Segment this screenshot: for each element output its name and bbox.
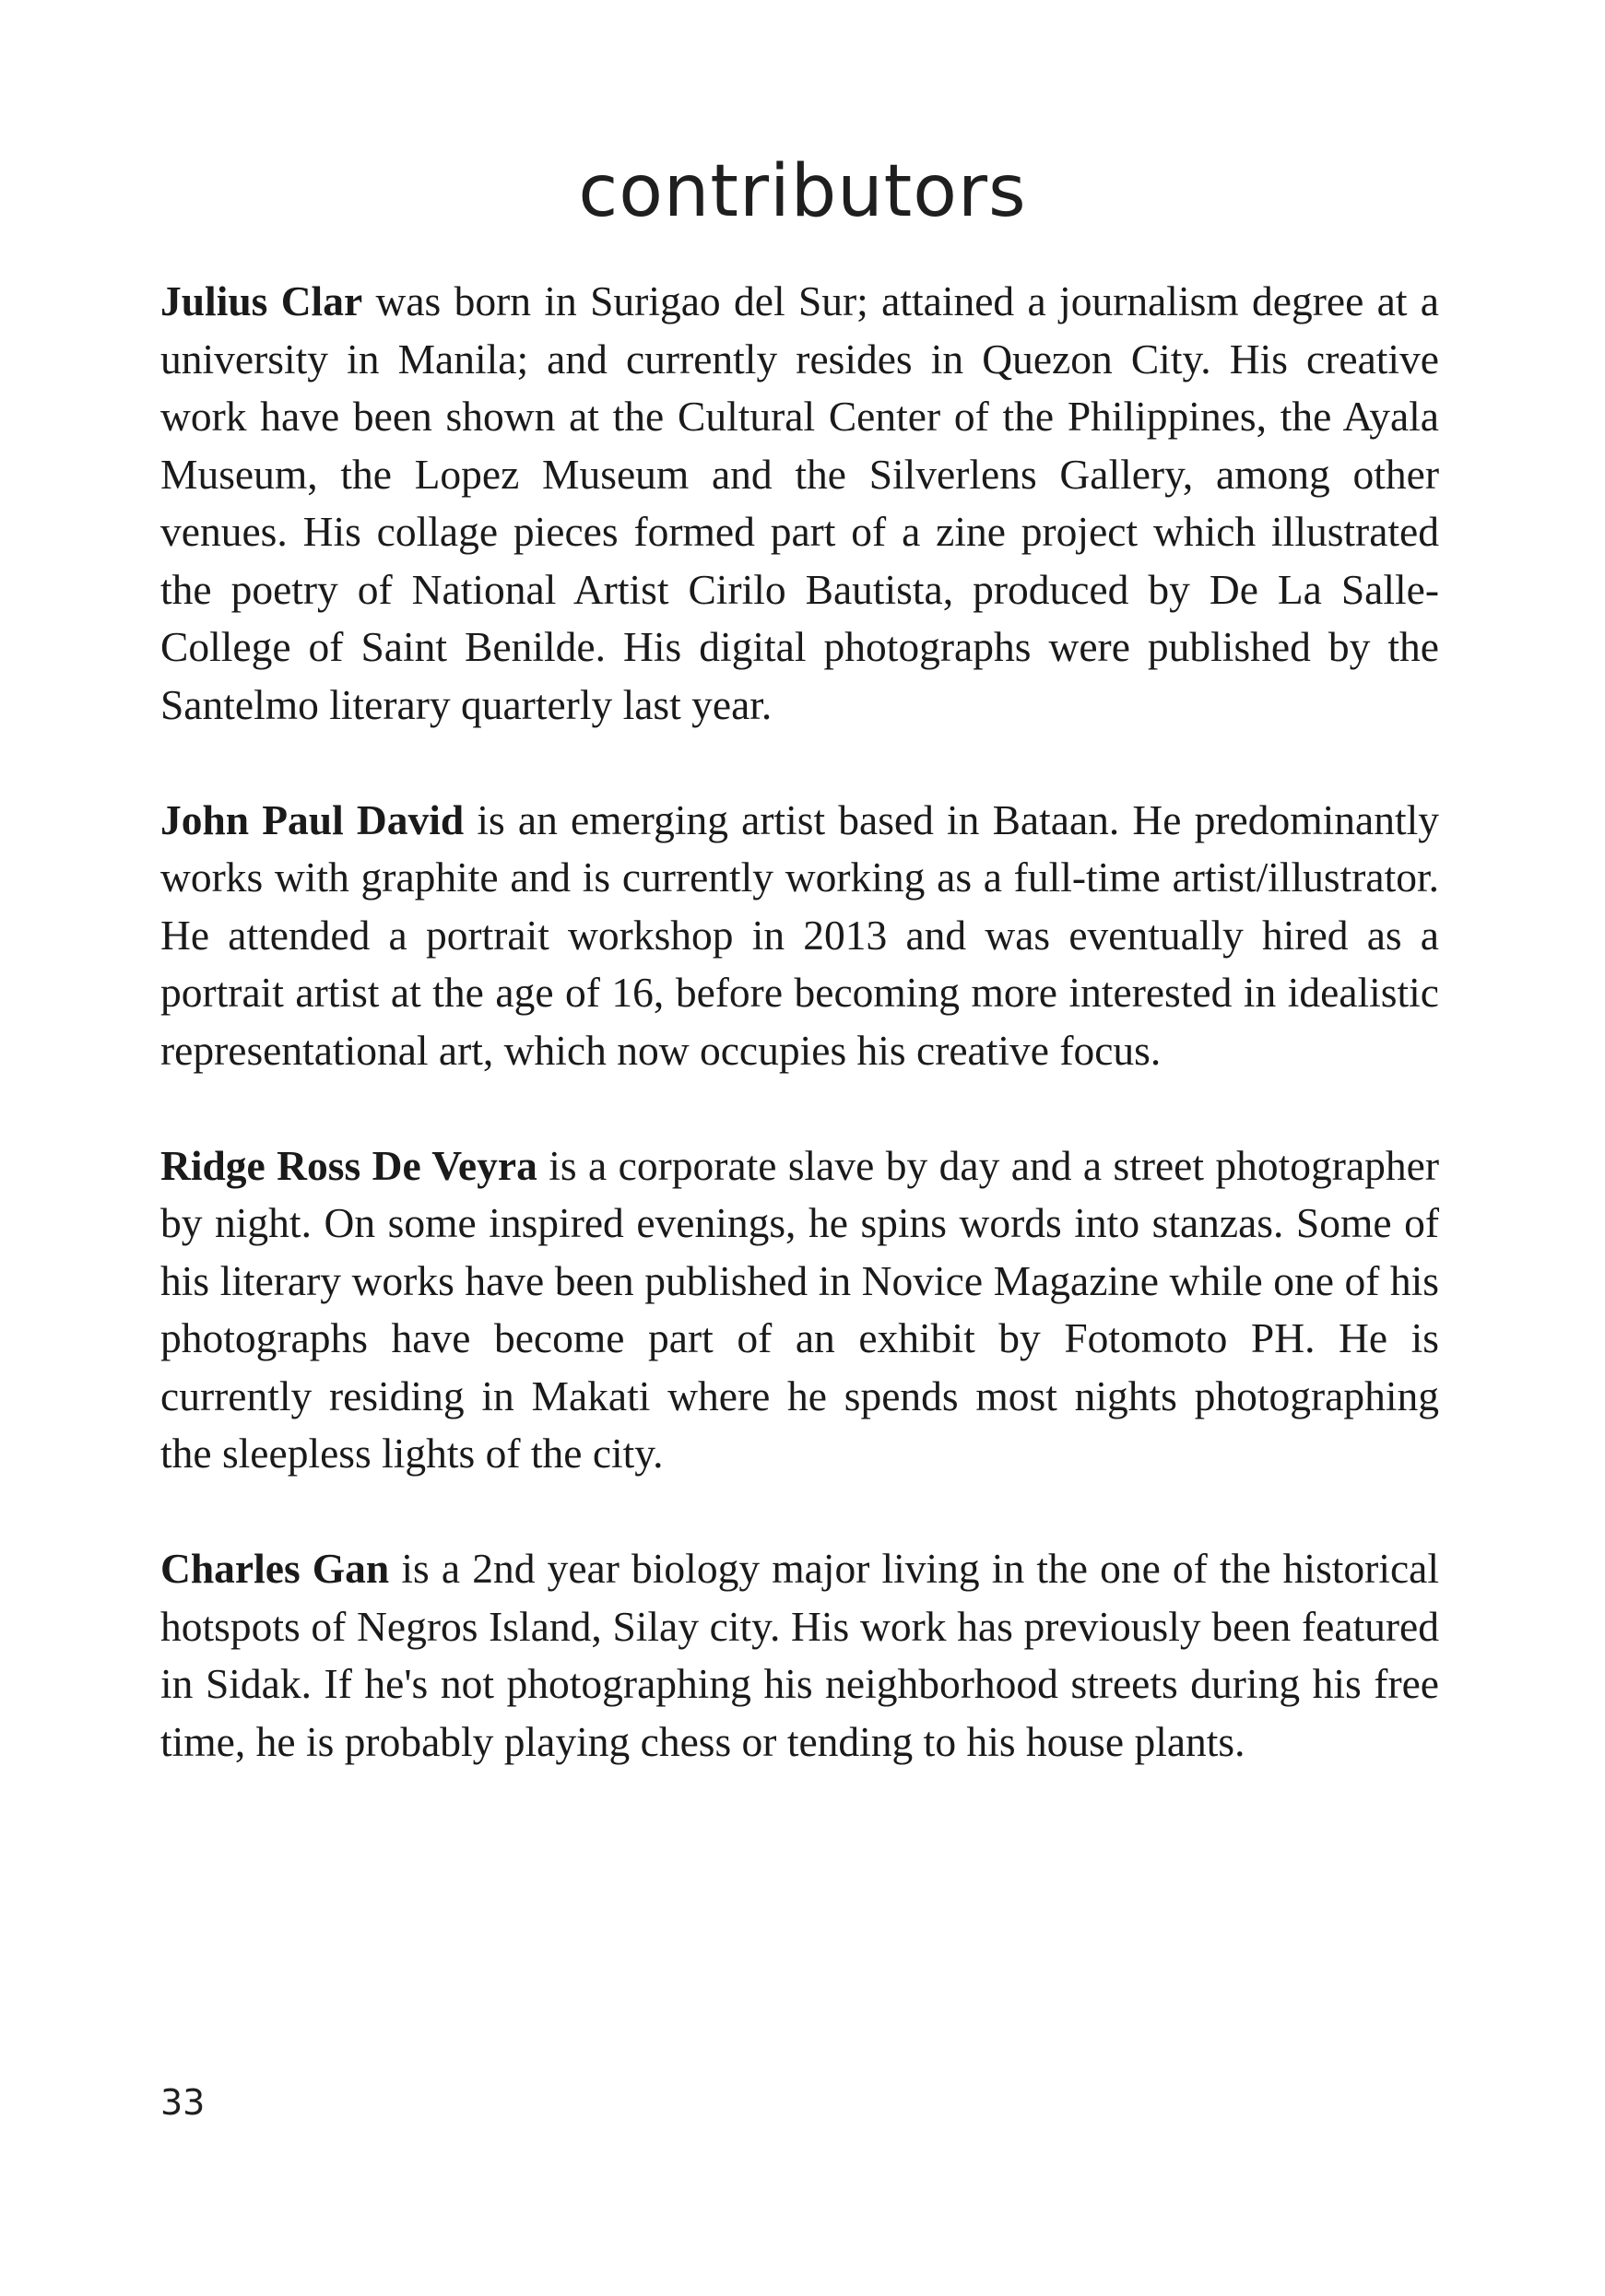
contributor-bio-text: is an emerging artist based in Bataan. He predominantly works with graphite and is currently working as a full-time artist/illustrator. He attended a portrait workshop in 2013 and was eventually hired as a portrait artist at the age of 16, before becoming more interested in idealistic representational art, which now occupies his creative focus. [160,795,1439,1074]
page-number: 33 [160,2082,206,2123]
contributor-bio-text: was born in Surigao del Sur; attained a journalism degree at a university in Manila; and currently resides in Quezon City. His creative work have been shown at the Cultural Center of the Philippines, the Ayala Museum, the Lopez Museum and the Silverlens Gallery, among other venues. His collage pieces formed part of a zine project which illustrated the poetry of National Artist Cirilo Bautista, produced by De La Salle-College of Saint Benilde. His digital photographs were published by the Santelmo literary quarterly last year. [160,277,1440,728]
contributor-name: John Paul David [160,795,465,843]
contributor-name: Ridge Ross De Veyra [160,1141,537,1189]
contributor-bio-text: is a corporate slave by day and a street photographer by night. On some inspired evenings, he spins words into stanzas. Some of his literary works have been published in Novice Magazine while one of his photographs have become part of an exhibit by Fotomoto PH. He is currently residing in Makati where he spends most nights photographing the sleepless lights of the city. [160,1141,1440,1477]
contributor-bio-text: is a 2nd year biology major living in the one of the historical hotspots of Negros Island, Silay city. His work has previously been featured in Sidak. If he's not photographing his neighborhood streets during his free time, he is probably playing chess or tending to his house plants. [160,1545,1439,1765]
page-title: contributors [578,150,1027,233]
contributor-bio [160,1540,1439,1771]
contributor-bio [160,792,1439,1080]
contributor-name: Charles Gan [160,1545,390,1592]
contributors-list [160,273,1439,1829]
contributor-name: Julius Clar [160,277,363,324]
contributor-bio [160,1137,1439,1483]
contributor-bio [160,273,1439,734]
